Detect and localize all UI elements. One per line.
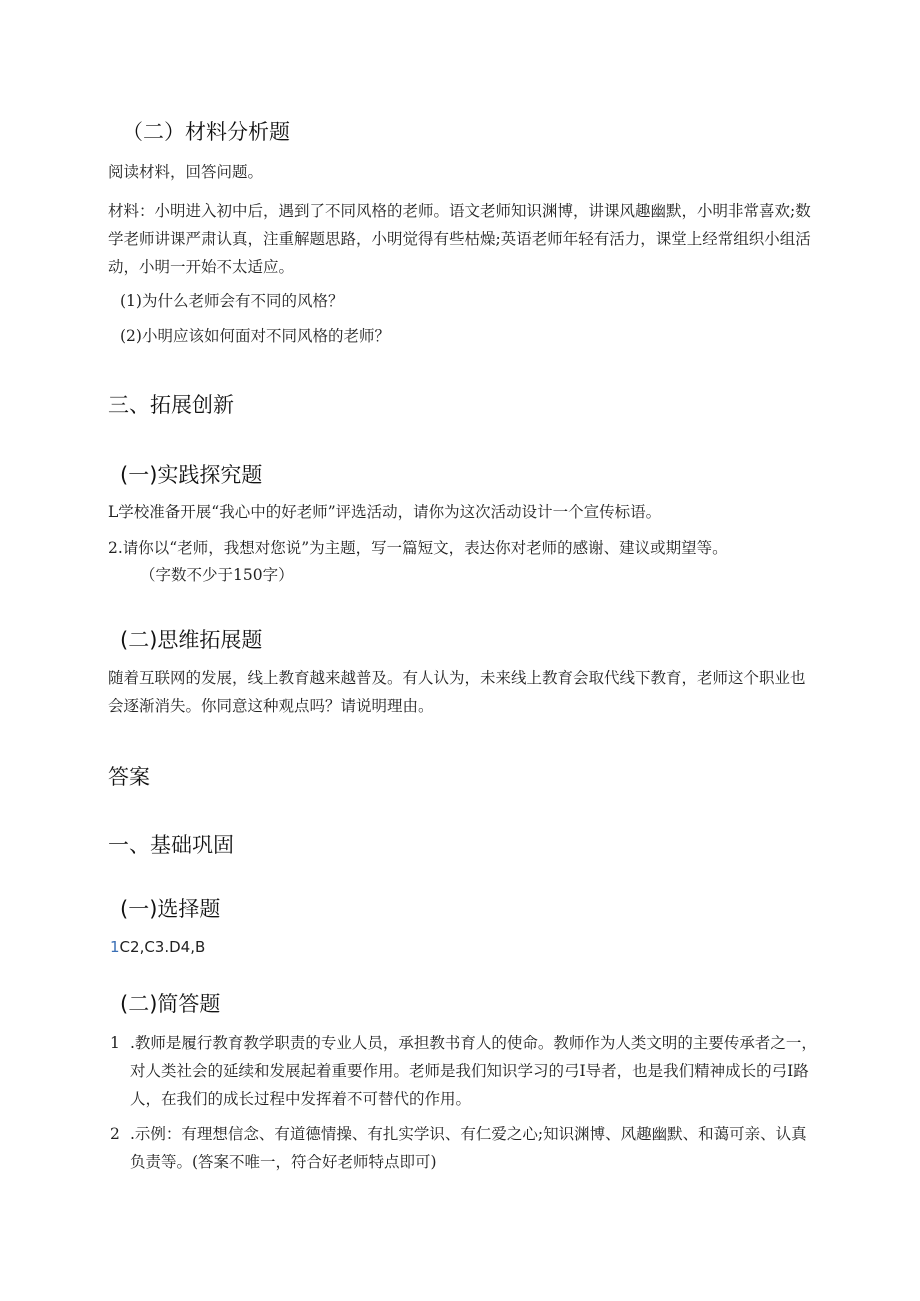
material-instruction: 阅读材料，回答问题。 [108,163,264,181]
extension-heading: 三、拓展创新 [108,393,234,417]
choice-prefix: 1 [110,938,120,956]
thinking-heading: (二)思维拓展题 [120,628,263,652]
question-2: (2)小明应该如何面对不同风格的老师？ [120,327,390,345]
choice-text: C2,C3.D4,B [119,938,206,956]
practice-item-1: L学校准备开展“我心中的好老师”评选活动，请你为这次活动设计一个宣传标语。 [108,503,662,521]
thinking-text: 随着互联网的发展，线上教育越来越普及。有人认为，未来线上教育会取代线下教育，老师这个职业也会逐渐消失。你同意这种观点吗？请说明理由。 [108,669,806,715]
practice-heading: (一)实践探究题 [120,463,263,487]
short-item-1: .教师是履行教育教学职责的专业人员，承担教书育人的使命。教师作为人类文明的主要传承者之一，对人类社会的延续和发展起着重要作用。老师是我们知识学习的弓I导者，也是我们精神成长的弓I路人，在我们的成长过程中发挥着不可替代的作用。 [130,1034,817,1108]
short-heading: (二)简答题 [120,992,221,1016]
answers-heading: 答案 [108,765,150,789]
short-num-2: 2 [110,1125,120,1143]
short-num-1: 1 [110,1034,120,1052]
practice-note: （字数不少于150字） [140,566,294,584]
practice-item-2: 2.请你以“老师，我想对您说”为主题，写一篇短文，表达你对老师的感谢、建议或期望等。 [108,539,728,557]
material-text: 材料：小明进入初中后，遇到了不同风格的老师。语文老师知识渊博，讲课风趣幽默，小明非常喜欢;数学老师讲课严肃认真，注重解题思路，小明觉得有些枯燥;英语老师年轻有活力，课堂上经常组织小组活动，小明一开始不太适应。 [108,202,811,276]
short-item-2: .示例：有理想信念、有道德情操、有扎实学识、有仁爱之心;知识渊博、风趣幽默、和蔼可亲、认真负责等。(答案不唯一，符合好老师特点即可) [130,1125,807,1171]
choice-answers [110,933,205,961]
basic-heading: 一、基础巩固 [108,833,234,857]
question-1: (1)为什么老师会有不同的风格？ [120,292,344,310]
material-heading: （二）材料分析题 [122,120,290,144]
choice-heading: (一)选择题 [120,897,221,921]
